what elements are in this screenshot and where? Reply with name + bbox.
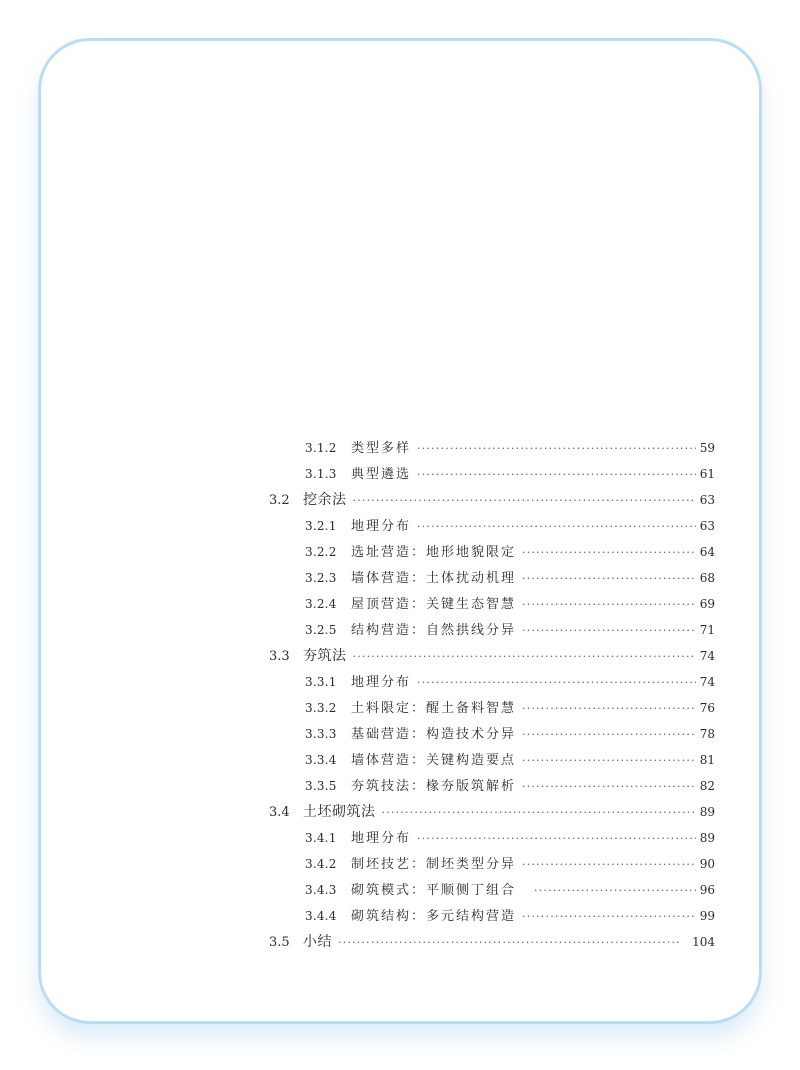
toc-entry-number: 3.3.3 xyxy=(305,727,337,741)
toc-entry-page: 64 xyxy=(699,545,715,559)
toc-entry-title: 类型多样 xyxy=(351,441,412,456)
toc-entry-number: 3.3 xyxy=(269,649,290,664)
toc-entry-page: 90 xyxy=(699,857,715,871)
toc-entry-title: 砌筑结构：多元结构营造 xyxy=(351,909,517,924)
dot-leader xyxy=(382,800,696,826)
toc-entry-number: 3.2.1 xyxy=(305,519,337,533)
toc-entry-page: 63 xyxy=(699,519,715,533)
toc-entry-title: 选址营造：地形地貌限定 xyxy=(351,545,517,560)
toc-entry-title: 小结 xyxy=(303,934,332,950)
toc-entry-number: 3.2.3 xyxy=(305,571,337,585)
toc-entry-title: 地理分布 xyxy=(351,675,412,690)
dot-leader xyxy=(522,592,696,618)
table-of-contents xyxy=(269,435,715,955)
toc-entry-page: 99 xyxy=(699,909,715,923)
dot-leader xyxy=(522,696,696,722)
toc-entry-3-1-3[interactable] xyxy=(269,461,715,487)
toc-entry-3-4-4[interactable] xyxy=(269,903,715,929)
toc-entry-page: 81 xyxy=(699,753,715,767)
toc-entry-page: 59 xyxy=(699,441,715,455)
dot-leader xyxy=(522,540,696,566)
toc-entry-page: 89 xyxy=(699,805,715,819)
toc-entry-page: 89 xyxy=(699,831,715,845)
dot-leader xyxy=(522,904,696,930)
toc-entry-3-3-4[interactable] xyxy=(269,747,715,773)
toc-entry-number: 3.4.1 xyxy=(305,831,337,845)
toc-entry-number: 3.2 xyxy=(269,493,290,508)
toc-entry-3-2-4[interactable] xyxy=(269,591,715,617)
dot-leader xyxy=(353,488,696,514)
page-frame xyxy=(38,38,762,1024)
toc-entry-3-2-2[interactable] xyxy=(269,539,715,565)
toc-entry-title: 土料限定：醒土备料智慧 xyxy=(351,701,517,716)
toc-entry-3-3-1[interactable] xyxy=(269,669,715,695)
toc-entry-number: 3.3.4 xyxy=(305,753,337,767)
toc-entry-3-1-2[interactable] xyxy=(269,435,715,461)
toc-entry-3-3[interactable] xyxy=(269,643,715,669)
toc-entry-3-4-3[interactable] xyxy=(269,877,715,903)
toc-entry-3-3-2[interactable] xyxy=(269,695,715,721)
toc-entry-number: 3.4.4 xyxy=(305,909,337,923)
dot-leader xyxy=(534,878,696,904)
dot-leader xyxy=(417,462,696,488)
toc-entry-page: 78 xyxy=(699,727,715,741)
toc-entry-page: 74 xyxy=(699,649,715,663)
toc-entry-3-2-5[interactable] xyxy=(269,617,715,643)
dot-leader xyxy=(522,852,696,878)
toc-entry-page: 74 xyxy=(699,675,715,689)
toc-entry-3-5[interactable] xyxy=(269,929,715,955)
dot-leader xyxy=(522,618,696,644)
toc-entry-3-2-3[interactable] xyxy=(269,565,715,591)
toc-entry-title: 夯筑技法：椽夯版筑解析 xyxy=(351,779,517,794)
toc-entry-number: 3.3.2 xyxy=(305,701,337,715)
toc-entry-number: 3.2.2 xyxy=(305,545,337,559)
dot-leader xyxy=(417,514,696,540)
toc-entry-page: 76 xyxy=(699,701,715,715)
toc-entry-page: 104 xyxy=(692,935,715,949)
toc-entry-title: 制坯技艺：制坯类型分异 xyxy=(351,857,517,872)
toc-entry-page: 96 xyxy=(699,883,715,897)
toc-entry-number: 3.1.3 xyxy=(305,467,337,481)
toc-entry-title: 土坯砌筑法 xyxy=(303,804,376,820)
dot-leader xyxy=(522,722,696,748)
toc-entry-title: 地理分布 xyxy=(351,831,412,846)
dot-leader xyxy=(417,436,696,462)
toc-entry-3-2-1[interactable] xyxy=(269,513,715,539)
toc-entry-number: 3.5 xyxy=(269,935,290,950)
toc-entry-number: 3.2.4 xyxy=(305,597,337,611)
toc-entry-page: 63 xyxy=(699,493,715,507)
dot-leader xyxy=(353,644,696,670)
toc-entry-3-2[interactable] xyxy=(269,487,715,513)
dot-leader xyxy=(522,774,696,800)
toc-entry-page: 82 xyxy=(699,779,715,793)
toc-entry-page: 68 xyxy=(699,571,715,585)
toc-entry-number: 3.3.5 xyxy=(305,779,337,793)
toc-entry-title: 基础营造：构造技术分异 xyxy=(351,727,517,742)
dot-leader xyxy=(417,826,696,852)
toc-entry-number: 3.4.2 xyxy=(305,857,337,871)
toc-entry-title: 结构营造：自然拱线分异 xyxy=(351,623,517,638)
toc-entry-title: 挖余法 xyxy=(303,492,347,508)
toc-entry-page: 61 xyxy=(699,467,715,481)
toc-entry-number: 3.4 xyxy=(269,805,290,820)
dot-leader xyxy=(522,566,696,592)
toc-entry-3-3-3[interactable] xyxy=(269,721,715,747)
dot-leader xyxy=(417,670,696,696)
toc-entry-3-3-5[interactable] xyxy=(269,773,715,799)
dot-leader xyxy=(338,930,682,956)
toc-entry-number: 3.4.3 xyxy=(305,883,337,897)
dot-leader xyxy=(522,748,696,774)
toc-entry-3-4-1[interactable] xyxy=(269,825,715,851)
toc-entry-title: 砌筑模式：平顺侧丁组合 xyxy=(351,883,517,898)
toc-entry-title: 地理分布 xyxy=(351,519,412,534)
toc-entry-title: 墙体营造：土体扰动机理 xyxy=(351,571,517,586)
toc-entry-title: 屋顶营造：关键生态智慧 xyxy=(351,597,517,612)
toc-entry-title: 夯筑法 xyxy=(303,648,347,664)
toc-entry-title: 典型遴选 xyxy=(351,467,412,482)
toc-entry-number: 3.3.1 xyxy=(305,675,337,689)
toc-entry-number: 3.1.2 xyxy=(305,441,337,455)
toc-entry-page: 71 xyxy=(699,623,715,637)
toc-entry-number: 3.2.5 xyxy=(305,623,337,637)
toc-entry-3-4[interactable] xyxy=(269,799,715,825)
toc-entry-3-4-2[interactable] xyxy=(269,851,715,877)
toc-entry-page: 69 xyxy=(699,597,715,611)
toc-entry-title: 墙体营造：关键构造要点 xyxy=(351,753,517,768)
